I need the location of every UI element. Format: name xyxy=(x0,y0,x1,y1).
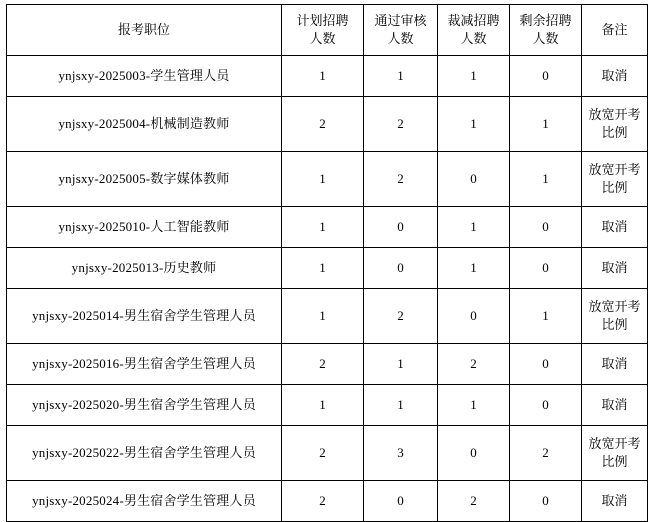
cell-position: ynjsxy-2025024-男生宿舍学生管理人员 xyxy=(7,481,282,522)
cell-remark xyxy=(582,207,648,248)
cell-remark-line-1: 取消 xyxy=(601,260,628,276)
column-header-planned-line-2: 人数 xyxy=(309,31,336,46)
table-body xyxy=(7,56,648,522)
cell-planned: 2 xyxy=(282,97,364,152)
cell-position: ynjsxy-2025016-男生宿舍学生管理人员 xyxy=(7,344,282,385)
cell-position: ynjsxy-2025022-男生宿舍学生管理人员 xyxy=(7,426,282,481)
cell-remark-line-1: 放宽开考 xyxy=(588,436,641,452)
cell-passed-review: 3 xyxy=(364,426,438,481)
cell-remaining: 0 xyxy=(510,56,582,97)
cell-planned: 1 xyxy=(282,248,364,289)
column-header-remaining-line-1: 剩余招聘 xyxy=(519,13,572,29)
cell-remaining: 0 xyxy=(510,344,582,385)
table-row xyxy=(7,207,648,248)
cell-remark xyxy=(582,426,648,481)
cell-remark-line-1: 取消 xyxy=(601,68,628,84)
cell-passed-review: 0 xyxy=(364,207,438,248)
cell-reduced: 0 xyxy=(438,426,510,481)
cell-reduced: 2 xyxy=(438,481,510,522)
cell-position: ynjsxy-2025013-历史教师 xyxy=(7,248,282,289)
cell-planned: 2 xyxy=(282,426,364,481)
cell-planned: 1 xyxy=(282,207,364,248)
cell-remark-line-1: 放宽开考 xyxy=(588,107,641,123)
column-header-remaining xyxy=(510,5,582,56)
cell-position: ynjsxy-2025004-机械制造教师 xyxy=(7,97,282,152)
cell-remark-line-1: 放宽开考 xyxy=(588,162,641,178)
cell-position: ynjsxy-2025010-人工智能教师 xyxy=(7,207,282,248)
column-header-remaining-line-2: 人数 xyxy=(532,31,559,46)
cell-remaining: 1 xyxy=(510,97,582,152)
cell-passed-review: 2 xyxy=(364,97,438,152)
cell-remark xyxy=(582,385,648,426)
column-header-planned xyxy=(282,5,364,56)
cell-reduced: 1 xyxy=(438,385,510,426)
table-header-row xyxy=(7,5,648,56)
cell-position: ynjsxy-2025005-数字媒体教师 xyxy=(7,152,282,207)
column-header-position-line-1: 报考职位 xyxy=(117,22,170,38)
cell-remark-line-2: 比例 xyxy=(601,180,628,195)
cell-position: ynjsxy-2025014-男生宿舍学生管理人员 xyxy=(7,289,282,344)
cell-passed-review: 0 xyxy=(364,248,438,289)
table-row xyxy=(7,385,648,426)
cell-reduced: 1 xyxy=(438,56,510,97)
table-row xyxy=(7,248,648,289)
table-row xyxy=(7,289,648,344)
column-header-passed-review xyxy=(364,5,438,56)
cell-planned: 1 xyxy=(282,152,364,207)
column-header-remark-line-1: 备注 xyxy=(601,22,628,38)
cell-remaining: 1 xyxy=(510,289,582,344)
cell-reduced: 0 xyxy=(438,152,510,207)
cell-remaining: 0 xyxy=(510,248,582,289)
cell-planned: 1 xyxy=(282,56,364,97)
cell-reduced: 1 xyxy=(438,97,510,152)
cell-remark xyxy=(582,289,648,344)
cell-remaining: 0 xyxy=(510,207,582,248)
column-header-position xyxy=(7,5,282,56)
column-header-passed-review-line-1: 通过审核 xyxy=(374,13,427,29)
cell-remaining: 1 xyxy=(510,152,582,207)
cell-passed-review: 1 xyxy=(364,344,438,385)
cell-remark-line-1: 取消 xyxy=(601,397,628,413)
cell-reduced: 2 xyxy=(438,344,510,385)
table-header xyxy=(7,5,648,56)
cell-remaining: 2 xyxy=(510,426,582,481)
cell-remark-line-1: 取消 xyxy=(601,493,628,509)
cell-remark xyxy=(582,97,648,152)
cell-reduced: 1 xyxy=(438,248,510,289)
cell-remark-line-1: 放宽开考 xyxy=(588,299,641,315)
cell-remaining: 0 xyxy=(510,481,582,522)
cell-remark-line-1: 取消 xyxy=(601,356,628,372)
table-row xyxy=(7,56,648,97)
column-header-reduced-line-1: 裁减招聘 xyxy=(447,13,500,29)
cell-planned: 2 xyxy=(282,481,364,522)
table-row xyxy=(7,426,648,481)
cell-passed-review: 0 xyxy=(364,481,438,522)
column-header-reduced-line-2: 人数 xyxy=(460,31,487,46)
column-header-reduced xyxy=(438,5,510,56)
cell-remark xyxy=(582,344,648,385)
cell-planned: 1 xyxy=(282,385,364,426)
cell-reduced: 1 xyxy=(438,207,510,248)
cell-remark-line-2: 比例 xyxy=(601,317,628,332)
table-row xyxy=(7,344,648,385)
column-header-remark xyxy=(582,5,648,56)
cell-passed-review: 1 xyxy=(364,56,438,97)
cell-reduced: 0 xyxy=(438,289,510,344)
cell-passed-review: 2 xyxy=(364,152,438,207)
cell-remaining: 0 xyxy=(510,385,582,426)
cell-passed-review: 2 xyxy=(364,289,438,344)
cell-remark-line-2: 比例 xyxy=(601,454,628,469)
cell-remark-line-2: 比例 xyxy=(601,125,628,140)
cell-passed-review: 1 xyxy=(364,385,438,426)
recruitment-table xyxy=(6,4,648,522)
cell-remark xyxy=(582,248,648,289)
table-row xyxy=(7,97,648,152)
cell-remark xyxy=(582,481,648,522)
cell-remark-line-1: 取消 xyxy=(601,219,628,235)
cell-planned: 1 xyxy=(282,289,364,344)
cell-planned: 2 xyxy=(282,344,364,385)
column-header-passed-review-line-2: 人数 xyxy=(387,31,414,46)
table-row xyxy=(7,152,648,207)
table-row xyxy=(7,481,648,522)
cell-position: ynjsxy-2025003-学生管理人员 xyxy=(7,56,282,97)
cell-remark xyxy=(582,56,648,97)
cell-position: ynjsxy-2025020-男生宿舍学生管理人员 xyxy=(7,385,282,426)
column-header-planned-line-1: 计划招聘 xyxy=(296,13,349,29)
cell-remark xyxy=(582,152,648,207)
